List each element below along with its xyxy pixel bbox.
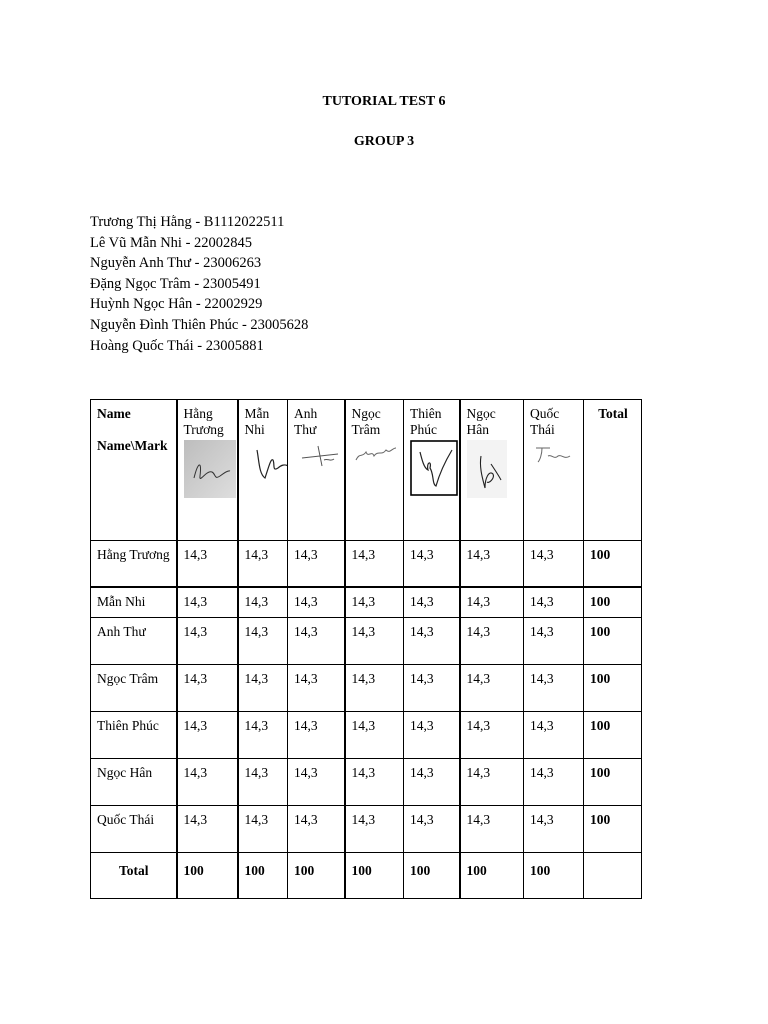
row-total: 100 — [584, 665, 642, 712]
mark-cell: 14,3 — [177, 759, 238, 806]
column-total: 100 — [288, 853, 345, 899]
mark-cell: 14,3 — [345, 759, 404, 806]
column-total: 100 — [460, 853, 524, 899]
mark-cell: 14,3 — [238, 806, 288, 853]
column-header — [288, 400, 345, 541]
mark-cell: 14,3 — [288, 712, 345, 759]
total-row-label: Total — [91, 853, 177, 899]
table-row — [91, 712, 642, 759]
table-header-row — [91, 400, 642, 541]
corner-name-mark-label: Name\Mark — [97, 438, 168, 453]
mark-cell: 14,3 — [345, 665, 404, 712]
mark-cell: 14,3 — [238, 712, 288, 759]
signature-image — [352, 440, 400, 466]
member-item: Đặng Ngọc Trâm - 23005491 — [90, 275, 261, 292]
column-header-label: Mẫn Nhi — [244, 406, 270, 437]
grand-total-cell — [584, 853, 642, 899]
member-item: Nguyễn Đình Thiên Phúc - 23005628 — [90, 316, 309, 333]
column-total: 100 — [524, 853, 584, 899]
table-row — [91, 587, 642, 618]
mark-cell: 14,3 — [288, 541, 345, 587]
mark-cell: 14,3 — [345, 618, 404, 665]
member-list — [90, 212, 308, 356]
mark-cell: 14,3 — [238, 665, 288, 712]
mark-cell: 14,3 — [177, 618, 238, 665]
mark-cell: 14,3 — [177, 541, 238, 587]
column-header-label: Hằng Trương — [183, 406, 224, 437]
mark-cell: 14,3 — [460, 806, 524, 853]
mark-cell: 14,3 — [524, 665, 584, 712]
row-total: 100 — [584, 618, 642, 665]
mark-cell: 14,3 — [345, 587, 404, 618]
mark-cell: 14,3 — [404, 618, 460, 665]
mark-cell: 14,3 — [460, 712, 524, 759]
column-header-label: Quốc Thái — [530, 406, 560, 437]
mark-cell: 14,3 — [345, 712, 404, 759]
column-header-label: Ngọc Trâm — [351, 406, 381, 437]
column-header — [524, 400, 584, 541]
mark-cell: 14,3 — [177, 587, 238, 618]
mark-cell: 14,3 — [288, 587, 345, 618]
mark-cell: 14,3 — [238, 618, 288, 665]
corner-header-cell — [91, 400, 177, 541]
row-name: Thiên Phúc — [91, 712, 177, 759]
member-item: Lê Vũ Mẫn Nhi - 22002845 — [90, 234, 253, 251]
marks-table — [90, 399, 642, 899]
column-header-label: Anh Thư — [294, 406, 318, 437]
mark-cell: 14,3 — [524, 759, 584, 806]
mark-cell: 14,3 — [238, 759, 288, 806]
mark-cell: 14,3 — [524, 587, 584, 618]
mark-cell: 14,3 — [177, 712, 238, 759]
mark-cell: 14,3 — [524, 806, 584, 853]
column-header — [345, 400, 404, 541]
group-title: GROUP 3 — [353, 134, 415, 149]
mark-cell: 14,3 — [238, 587, 288, 618]
mark-cell: 14,3 — [404, 665, 460, 712]
mark-cell: 14,3 — [524, 541, 584, 587]
mark-cell: 14,3 — [404, 806, 460, 853]
column-total: 100 — [404, 853, 460, 899]
table-row — [91, 618, 642, 665]
mark-cell: 14,3 — [460, 665, 524, 712]
mark-cell: 14,3 — [460, 759, 524, 806]
signature-image — [410, 440, 458, 496]
total-column-header: Total — [584, 400, 642, 541]
row-name: Quốc Thái — [91, 806, 177, 853]
corner-name-label: Name — [97, 406, 131, 421]
column-header — [404, 400, 460, 541]
total-row — [91, 853, 642, 899]
row-name: Hằng Trương — [91, 541, 177, 587]
mark-cell: 14,3 — [345, 806, 404, 853]
member-item: Hoàng Quốc Thái - 23005881 — [90, 337, 264, 354]
row-name: Anh Thư — [91, 618, 177, 665]
marks-body — [91, 541, 642, 853]
row-total: 100 — [584, 587, 642, 618]
mark-cell: 14,3 — [460, 587, 524, 618]
member-item: Nguyễn Anh Thư - 23006263 — [90, 255, 262, 272]
table-row — [91, 541, 642, 587]
mark-cell: 14,3 — [404, 712, 460, 759]
mark-cell: 14,3 — [404, 759, 460, 806]
mark-cell: 14,3 — [288, 806, 345, 853]
mark-cell: 14,3 — [288, 759, 345, 806]
mark-cell: 14,3 — [177, 665, 238, 712]
row-total: 100 — [584, 806, 642, 853]
signature-image — [467, 440, 507, 498]
mark-cell: 14,3 — [177, 806, 238, 853]
column-header — [238, 400, 288, 541]
column-header-label: Thiên Phúc — [410, 406, 442, 437]
mark-cell: 14,3 — [288, 665, 345, 712]
row-name: Ngọc Trâm — [91, 665, 177, 712]
row-name: Ngọc Hân — [91, 759, 177, 806]
mark-cell: 14,3 — [288, 618, 345, 665]
signature-image — [245, 440, 288, 486]
mark-cell: 14,3 — [404, 541, 460, 587]
row-total: 100 — [584, 712, 642, 759]
mark-cell: 14,3 — [404, 587, 460, 618]
mark-cell: 14,3 — [524, 712, 584, 759]
mark-cell: 14,3 — [460, 541, 524, 587]
signature-image — [184, 440, 236, 498]
row-total: 100 — [584, 541, 642, 587]
mark-cell: 14,3 — [460, 618, 524, 665]
column-total: 100 — [177, 853, 238, 899]
row-name: Mẫn Nhi — [91, 587, 177, 618]
mark-cell: 14,3 — [238, 541, 288, 587]
document-title: TUTORIAL TEST 6 — [322, 94, 446, 109]
mark-cell: 14,3 — [524, 618, 584, 665]
row-total: 100 — [584, 759, 642, 806]
signature-image — [530, 440, 576, 466]
column-total: 100 — [238, 853, 288, 899]
column-total: 100 — [345, 853, 404, 899]
column-header — [177, 400, 238, 541]
mark-cell: 14,3 — [345, 541, 404, 587]
member-item: Huỳnh Ngọc Hân - 22002929 — [90, 296, 263, 313]
table-row — [91, 759, 642, 806]
column-header-label: Ngọc Hân — [466, 406, 496, 437]
column-header — [460, 400, 524, 541]
signature-image — [294, 440, 344, 470]
table-row — [91, 665, 642, 712]
member-item: Trương Thị Hằng - B1112022511 — [90, 214, 285, 230]
table-row — [91, 806, 642, 853]
